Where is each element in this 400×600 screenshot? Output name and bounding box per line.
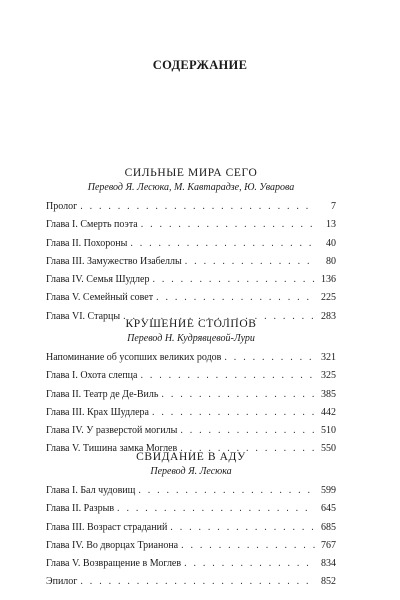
toc-entry [46,537,336,555]
toc-entry-page-number: 321 [321,352,336,363]
toc-entry-label: Глава IV. У разверстой могилы [46,425,178,437]
toc-entry-label: Глава V. Тишина замка Моглев [46,443,178,455]
dot-leader [152,404,315,422]
toc-entry-page-number: 7 [331,201,336,212]
toc-entry [46,555,336,573]
dot-leader [224,349,315,367]
toc-entry-page-number: 685 [321,521,336,533]
toc-entry-label: Напоминание об усопших великих родов [46,352,222,363]
toc-entry-page-number: 645 [321,503,336,515]
dot-leader [156,289,315,307]
dot-leader [80,573,315,591]
toc-entry-page-number: 40 [326,237,336,249]
toc-entry [46,216,336,234]
dot-leader [184,555,315,573]
toc-entry-list [46,198,336,326]
toc-entry [46,386,336,404]
dot-leader [117,500,315,518]
toc-entry [46,289,336,307]
toc-entry-label: Глава IV. Во дворцах Трианона [46,539,179,551]
toc-entry [46,404,336,422]
toc-entry-list [46,349,336,459]
toc-entry [46,482,336,500]
toc-entry-label: Пролог [46,201,78,212]
toc-entry-page-number: 325 [321,370,336,382]
toc-entry-page-number: 385 [321,388,336,400]
dot-leader [152,271,315,289]
toc-entry-page-number: 599 [321,485,336,496]
toc-part-krushenie-stolpov [46,317,336,459]
toc-entry-label: Глава I. Смерть поэта [46,219,138,231]
toc-entry [46,198,336,216]
toc-entry-label: Глава III. Замужество Изабеллы [46,255,182,267]
toc-entry [46,367,336,385]
part-title: СВИДАНИЕ В АДУ [136,451,246,463]
toc-entry-label: Глава VI. Старцы [46,310,121,322]
dot-leader [80,198,315,216]
toc-entry-label: Глава I. Бал чудовищ [46,485,136,496]
toc-part-svidanie-v-adu [46,450,336,592]
dot-leader [141,216,315,234]
toc-entry-page-number: 283 [321,310,336,322]
toc-entry-label: Глава II. Разрыв [46,503,115,515]
toc-entry-page-number: 225 [321,292,336,304]
part-translator: Перевод Я. Лесюка [150,466,232,477]
toc-entry [46,235,336,253]
part-title: СИЛЬНЫЕ МИРА СЕГО [124,167,258,179]
part-translator: Перевод Н. Кудрявцевой-Лури [127,333,255,344]
toc-entry-label: Глава I. Охота слепца [46,370,138,382]
toc-entry [46,271,336,289]
toc-entry-label: Глава V. Семейный совет [46,292,154,304]
toc-entry-page-number: 13 [326,219,336,231]
toc-entry [46,349,336,367]
toc-part-silnye-mira-sego [46,166,336,326]
toc-entry-page-number: 852 [321,576,336,588]
part-title: КРУШЕНИЕ СТОЛПОВ [125,318,257,330]
toc-entry-page-number: 767 [321,539,336,551]
page-title: СОДЕРЖАНИЕ [152,58,248,72]
toc-entry-page-number: 80 [326,255,336,267]
toc-entry-label: Глава III. Возраст страданий [46,521,168,533]
dot-leader [161,386,315,404]
dot-leader [140,367,315,385]
toc-entry-page-number: 510 [321,425,336,437]
toc-entry [46,422,336,440]
dot-leader [170,519,315,537]
dot-leader [180,422,315,440]
toc-entry-page-number: 834 [321,558,336,570]
toc-entry-page-number: 442 [321,406,336,418]
toc-entry-label: Глава V. Возвращение в Моглев [46,558,182,570]
dot-leader [185,253,315,271]
toc-entry [46,500,336,518]
toc-entry-label: Глава II. Театр де Де-Виль [46,388,159,400]
toc-entry-label: Эпилог [46,576,78,588]
toc-entry-page-number: 136 [321,274,336,286]
dot-leader [130,235,315,253]
dot-leader [181,537,315,555]
toc-entry [46,573,336,591]
toc-entry [46,253,336,271]
toc-entry-label: Глава III. Крах Шудлера [46,406,149,418]
toc-entry-label: Глава II. Похороны [46,237,128,249]
dot-leader [138,482,315,500]
toc-entry-page-number: 550 [321,443,336,455]
toc-entry [46,519,336,537]
part-translator: Перевод Я. Лесюка, М. Кавтарадзе, Ю. Уварова [87,182,295,193]
toc-entry-list [46,482,336,592]
toc-entry-label: Глава IV. Семья Шудлер [46,274,150,286]
